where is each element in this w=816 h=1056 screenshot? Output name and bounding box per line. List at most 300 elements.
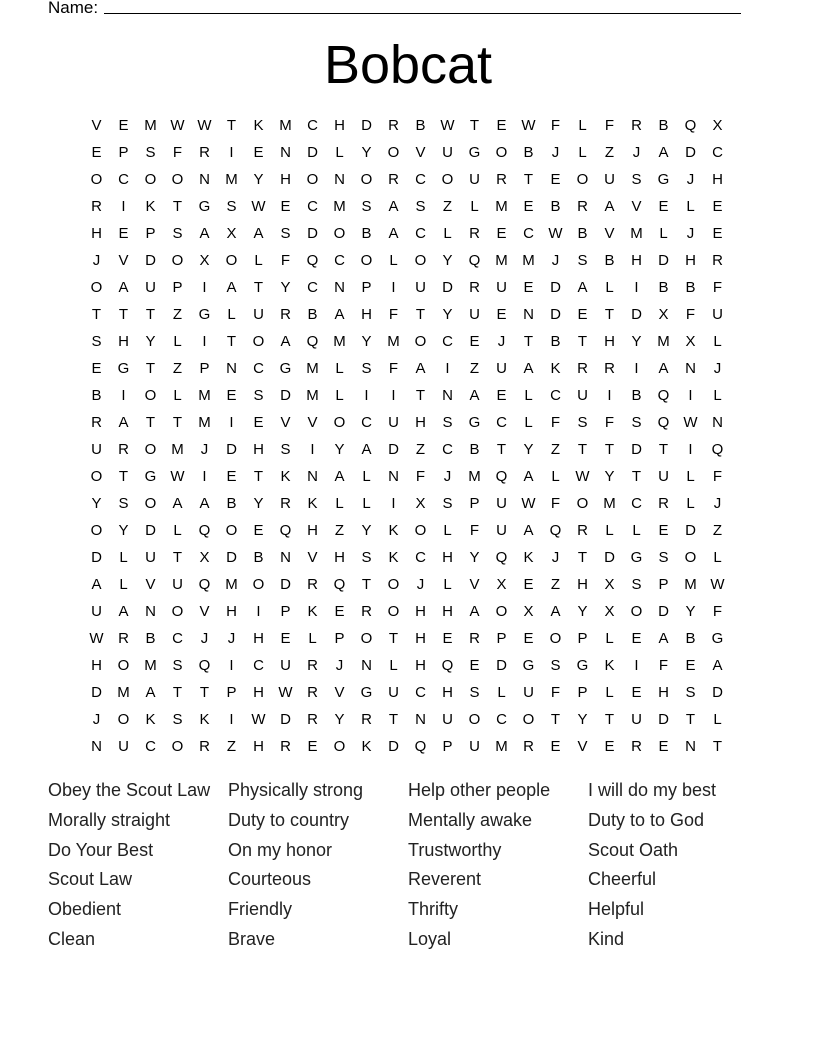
grid-letter: I (229, 711, 234, 728)
grid-letter: W (170, 468, 185, 485)
grid-letter: H (253, 441, 264, 458)
grid-letter: A (577, 279, 588, 296)
grid-letter: O (306, 171, 319, 188)
grid-letter: K (307, 495, 318, 512)
grid-letter: L (335, 387, 344, 404)
grid-letter: M (144, 657, 157, 674)
grid-letter: F (550, 117, 561, 134)
grid-letter: A (658, 144, 669, 161)
grid-letter: W (575, 468, 590, 485)
grid-letter: A (334, 468, 345, 485)
grid-letter: Q (684, 117, 697, 134)
grid-letter: Z (550, 441, 561, 458)
grid-letter: K (550, 360, 561, 377)
grid-letter: R (577, 198, 588, 215)
grid-letter: N (685, 360, 696, 377)
grid-letter: S (361, 360, 372, 377)
grid-letter: E (118, 117, 129, 134)
grid-letter: H (685, 252, 696, 269)
grid-letter: F (550, 684, 561, 701)
grid-letter: N (442, 387, 453, 404)
grid-letter: P (280, 603, 291, 620)
grid-letter: V (199, 603, 210, 620)
grid-letter: C (415, 549, 426, 566)
grid-letter: C (253, 360, 264, 377)
grid-letter: R (469, 279, 480, 296)
grid-letter: L (713, 387, 722, 404)
grid-letter: R (361, 603, 372, 620)
grid-letter: T (415, 306, 426, 323)
grid-letter: C (415, 225, 426, 242)
grid-letter: S (442, 414, 453, 431)
grid-letter: R (280, 738, 291, 755)
grid-letter: D (91, 549, 102, 566)
grid-letter: L (335, 144, 344, 161)
grid-letter: H (226, 603, 237, 620)
grid-letter: M (144, 117, 157, 134)
grid-letter: Y (253, 171, 264, 188)
grid-letter: Q (495, 468, 508, 485)
grid-letter: J (551, 144, 560, 161)
grid-letter: R (199, 738, 210, 755)
grid-letter: D (550, 306, 561, 323)
grid-letter: R (631, 117, 642, 134)
grid-letter: A (604, 198, 615, 215)
grid-letter: R (469, 225, 480, 242)
grid-letter: B (604, 252, 615, 269)
grid-letter: W (440, 117, 455, 134)
grid-letter: W (710, 576, 725, 593)
grid-letter: R (388, 117, 399, 134)
grid-letter: Q (306, 333, 319, 350)
grid-letter: T (577, 333, 588, 350)
grid-letter: G (198, 198, 211, 215)
grid-letter: I (229, 414, 234, 431)
grid-letter: U (469, 738, 480, 755)
grid-letter: I (202, 333, 207, 350)
word-list-item: Friendly (228, 899, 293, 920)
grid-letter: S (172, 657, 183, 674)
grid-letter: N (226, 360, 237, 377)
grid-letter: U (145, 279, 156, 296)
grid-letter: I (688, 441, 693, 458)
grid-letter: S (280, 225, 291, 242)
grid-letter: V (604, 225, 615, 242)
grid-letter: J (686, 225, 695, 242)
grid-letter: P (172, 279, 183, 296)
grid-letter: T (253, 468, 264, 485)
word-list-item: Kind (588, 928, 625, 949)
grid-letter: K (199, 711, 210, 728)
grid-letter: X (496, 576, 507, 593)
grid-letter: W (170, 117, 185, 134)
grid-letter: T (577, 549, 588, 566)
grid-letter: D (658, 711, 669, 728)
grid-letter: C (496, 414, 507, 431)
grid-letter: T (145, 360, 156, 377)
grid-letter: M (495, 738, 508, 755)
grid-letter: D (145, 522, 156, 539)
grid-letter: C (442, 441, 453, 458)
grid-letter: J (713, 495, 722, 512)
grid-letter: A (280, 333, 291, 350)
word-list-item: Clean (48, 928, 96, 949)
grid-letter: I (391, 387, 396, 404)
grid-letter: T (685, 711, 696, 728)
grid-letter: I (229, 144, 234, 161)
grid-letter: R (307, 576, 318, 593)
grid-letter: T (658, 441, 669, 458)
grid-letter: N (199, 171, 210, 188)
grid-letter: G (711, 630, 724, 647)
grid-letter: J (713, 360, 722, 377)
grid-letter: H (604, 333, 615, 350)
grid-letter: K (604, 657, 615, 674)
grid-letter: O (549, 630, 562, 647)
grid-letter: S (145, 144, 156, 161)
grid-letter: S (172, 711, 183, 728)
grid-letter: D (280, 711, 291, 728)
grid-letter: B (307, 306, 318, 323)
grid-letter: X (415, 495, 426, 512)
grid-letter: Q (495, 549, 508, 566)
grid-letter: A (550, 603, 561, 620)
grid-letter: Y (442, 252, 453, 269)
grid-letter: L (659, 225, 668, 242)
grid-letter: Q (198, 522, 211, 539)
grid-letter: U (442, 711, 453, 728)
grid-letter: Y (118, 522, 129, 539)
grid-letter: I (256, 603, 261, 620)
grid-letter: B (91, 387, 102, 404)
grid-letter: M (225, 171, 238, 188)
grid-letter: O (333, 225, 346, 242)
grid-letter: L (605, 630, 614, 647)
grid-letter: G (468, 414, 481, 431)
grid-letter: D (280, 576, 291, 593)
grid-letter: E (334, 603, 345, 620)
grid-letter: B (253, 549, 264, 566)
grid-letter: N (388, 468, 399, 485)
grid-letter: L (578, 144, 587, 161)
grid-letter: D (712, 684, 723, 701)
grid-letter: H (253, 630, 264, 647)
grid-letter: Z (469, 360, 480, 377)
grid-letter: E (118, 225, 129, 242)
grid-letter: V (307, 549, 318, 566)
grid-letter: P (577, 630, 588, 647)
grid-letter: Q (279, 522, 292, 539)
grid-letter: A (523, 360, 534, 377)
grid-letter: X (199, 252, 210, 269)
grid-letter: L (713, 711, 722, 728)
grid-letter: U (523, 684, 534, 701)
grid-letter: E (712, 198, 723, 215)
word-list-item: Scout Law (48, 869, 133, 890)
grid-letter: E (604, 738, 615, 755)
grid-letter: T (523, 333, 534, 350)
grid-letter: A (388, 225, 399, 242)
grid-letter: O (144, 495, 157, 512)
grid-letter: P (334, 630, 345, 647)
word-search-grid (83, 112, 731, 760)
grid-letter: I (391, 495, 396, 512)
grid-letter: I (364, 387, 369, 404)
grid-letter: O (414, 333, 427, 350)
word-list-item: Thrifty (408, 899, 459, 920)
grid-letter: V (145, 576, 156, 593)
grid-letter: J (551, 252, 560, 269)
grid-letter: Y (91, 495, 102, 512)
grid-letter: Y (631, 333, 642, 350)
grid-letter: H (442, 603, 453, 620)
grid-letter: O (360, 630, 373, 647)
grid-letter: L (713, 333, 722, 350)
grid-letter: T (118, 468, 129, 485)
grid-letter: L (362, 495, 371, 512)
grid-letter: O (144, 171, 157, 188)
grid-letter: J (200, 630, 209, 647)
grid-letter: L (713, 549, 722, 566)
grid-letter: C (496, 711, 507, 728)
grid-letter: W (521, 117, 536, 134)
grid-letter: T (172, 414, 183, 431)
grid-letter: Y (469, 549, 480, 566)
grid-letter: Y (361, 144, 372, 161)
grid-letter: E (469, 657, 480, 674)
grid-letter: E (550, 738, 561, 755)
grid-letter: I (607, 387, 612, 404)
grid-letter: H (658, 684, 669, 701)
grid-letter: E (307, 738, 318, 755)
grid-letter: T (712, 738, 723, 755)
grid-letter: T (388, 630, 399, 647)
grid-letter: O (576, 495, 589, 512)
grid-letter: D (226, 441, 237, 458)
grid-letter: T (145, 306, 156, 323)
grid-letter: Z (172, 306, 183, 323)
word-list-item: I will do my best (588, 780, 717, 800)
grid-letter: L (389, 657, 398, 674)
grid-letter: D (307, 144, 318, 161)
grid-letter: Y (442, 306, 453, 323)
grid-letter: C (712, 144, 723, 161)
grid-letter: N (334, 279, 345, 296)
grid-letter: S (658, 549, 669, 566)
grid-letter: E (712, 225, 723, 242)
word-list-item: Scout Oath (588, 839, 679, 860)
grid-letter: C (334, 252, 345, 269)
grid-letter: X (712, 117, 723, 134)
grid-letter: W (197, 117, 212, 134)
grid-letter: Y (577, 711, 588, 728)
grid-letter: Z (415, 441, 426, 458)
grid-letter: Y (685, 603, 696, 620)
grid-letter: L (443, 522, 452, 539)
grid-letter: S (361, 198, 372, 215)
grid-letter: D (388, 441, 399, 458)
grid-letter: B (685, 630, 696, 647)
grid-letter: T (145, 414, 156, 431)
word-list-item: Brave (228, 928, 276, 949)
grid-letter: R (469, 630, 480, 647)
grid-letter: U (712, 306, 723, 323)
grid-letter: O (495, 144, 508, 161)
grid-letter: L (119, 549, 128, 566)
grid-letter: I (121, 387, 126, 404)
grid-letter: L (227, 306, 236, 323)
grid-letter: G (576, 657, 589, 674)
grid-letter: S (577, 252, 588, 269)
grid-letter: L (497, 684, 506, 701)
grid-letter: H (118, 333, 129, 350)
grid-letter: Z (334, 522, 345, 539)
grid-letter: B (145, 630, 156, 647)
grid-letter: O (333, 738, 346, 755)
grid-letter: R (307, 657, 318, 674)
grid-letter: O (252, 576, 265, 593)
grid-letter: T (604, 306, 615, 323)
word-list-item: Cheerful (588, 869, 657, 890)
grid-letter: V (280, 414, 291, 431)
grid-letter: E (226, 468, 237, 485)
grid-letter: A (523, 522, 534, 539)
grid-letter: Y (334, 711, 345, 728)
grid-letter: L (632, 522, 641, 539)
grid-letter: P (442, 738, 453, 755)
grid-letter: W (278, 684, 293, 701)
grid-letter: N (415, 711, 426, 728)
grid-letter: E (577, 306, 588, 323)
grid-letter: O (90, 468, 103, 485)
grid-letter: O (414, 522, 427, 539)
grid-letter: H (253, 684, 264, 701)
grid-letter: H (361, 306, 372, 323)
grid-letter: C (631, 495, 642, 512)
grid-letter: I (229, 657, 234, 674)
grid-letter: C (118, 171, 129, 188)
grid-letter: D (658, 603, 669, 620)
grid-letter: D (280, 387, 291, 404)
grid-letter: H (415, 414, 426, 431)
grid-letter: O (171, 603, 184, 620)
grid-letter: K (145, 198, 156, 215)
grid-letter: B (658, 279, 669, 296)
grid-letter: D (388, 738, 399, 755)
grid-letter: M (387, 333, 400, 350)
grid-letter: O (117, 711, 130, 728)
grid-letter: F (280, 252, 291, 269)
grid-letter: I (202, 279, 207, 296)
grid-letter: V (307, 414, 318, 431)
grid-letter: T (496, 441, 507, 458)
grid-letter: R (577, 360, 588, 377)
grid-letter: W (548, 225, 563, 242)
grid-letter: O (360, 171, 373, 188)
grid-letter: F (388, 360, 399, 377)
grid-letter: S (631, 576, 642, 593)
grid-letter: F (685, 306, 696, 323)
grid-letter: B (658, 117, 669, 134)
grid-letter: G (360, 684, 373, 701)
grid-letter: U (145, 549, 156, 566)
grid-letter: E (631, 684, 642, 701)
grid-letter: C (415, 684, 426, 701)
grid-letter: S (91, 333, 102, 350)
grid-letter: U (388, 684, 399, 701)
grid-letter: Q (657, 387, 670, 404)
grid-letter: F (712, 603, 723, 620)
grid-letter: C (307, 117, 318, 134)
grid-letter: L (443, 576, 452, 593)
grid-letter: U (415, 279, 426, 296)
grid-letter: B (550, 198, 561, 215)
grid-letter: V (577, 738, 588, 755)
grid-letter: K (145, 711, 156, 728)
grid-letter: S (631, 414, 642, 431)
grid-letter: O (144, 387, 157, 404)
grid-letter: Y (145, 333, 156, 350)
grid-letter: W (251, 711, 266, 728)
grid-letter: K (388, 549, 399, 566)
grid-letter: B (631, 387, 642, 404)
grid-letter: H (415, 630, 426, 647)
grid-letter: A (118, 279, 129, 296)
grid-letter: Z (550, 576, 561, 593)
grid-letter: J (200, 441, 209, 458)
grid-letter: C (307, 198, 318, 215)
grid-letter: Y (523, 441, 534, 458)
grid-letter: Z (712, 522, 723, 539)
grid-letter: M (306, 387, 319, 404)
name-label: Name: (48, 0, 99, 17)
grid-letter: D (145, 252, 156, 269)
grid-letter: G (630, 549, 643, 566)
grid-letter: E (658, 738, 669, 755)
grid-letter: E (280, 198, 291, 215)
grid-letter: L (308, 630, 317, 647)
grid-letter: O (441, 171, 454, 188)
grid-letter: W (251, 198, 266, 215)
grid-letter: S (469, 684, 480, 701)
grid-letter: L (119, 576, 128, 593)
grid-letter: B (361, 225, 372, 242)
grid-letter: O (90, 522, 103, 539)
grid-letter: F (172, 144, 183, 161)
grid-letter: J (227, 630, 236, 647)
grid-letter: M (684, 576, 697, 593)
grid-letter: H (577, 576, 588, 593)
grid-letter: U (496, 279, 507, 296)
word-list-item: Morally straight (48, 809, 171, 830)
grid-letter: D (550, 279, 561, 296)
grid-letter: J (335, 657, 344, 674)
grid-letter: L (173, 387, 182, 404)
grid-letter: C (415, 171, 426, 188)
grid-letter: N (712, 414, 723, 431)
word-list-item: Reverent (408, 869, 482, 890)
grid-letter: Z (226, 738, 237, 755)
grid-letter: N (685, 738, 696, 755)
grid-letter: C (307, 279, 318, 296)
grid-letter: T (604, 711, 615, 728)
grid-letter: R (118, 630, 129, 647)
grid-letter: A (712, 657, 723, 674)
grid-letter: D (685, 144, 696, 161)
grid-letter: N (145, 603, 156, 620)
grid-letter: L (173, 333, 182, 350)
grid-letter: D (658, 252, 669, 269)
